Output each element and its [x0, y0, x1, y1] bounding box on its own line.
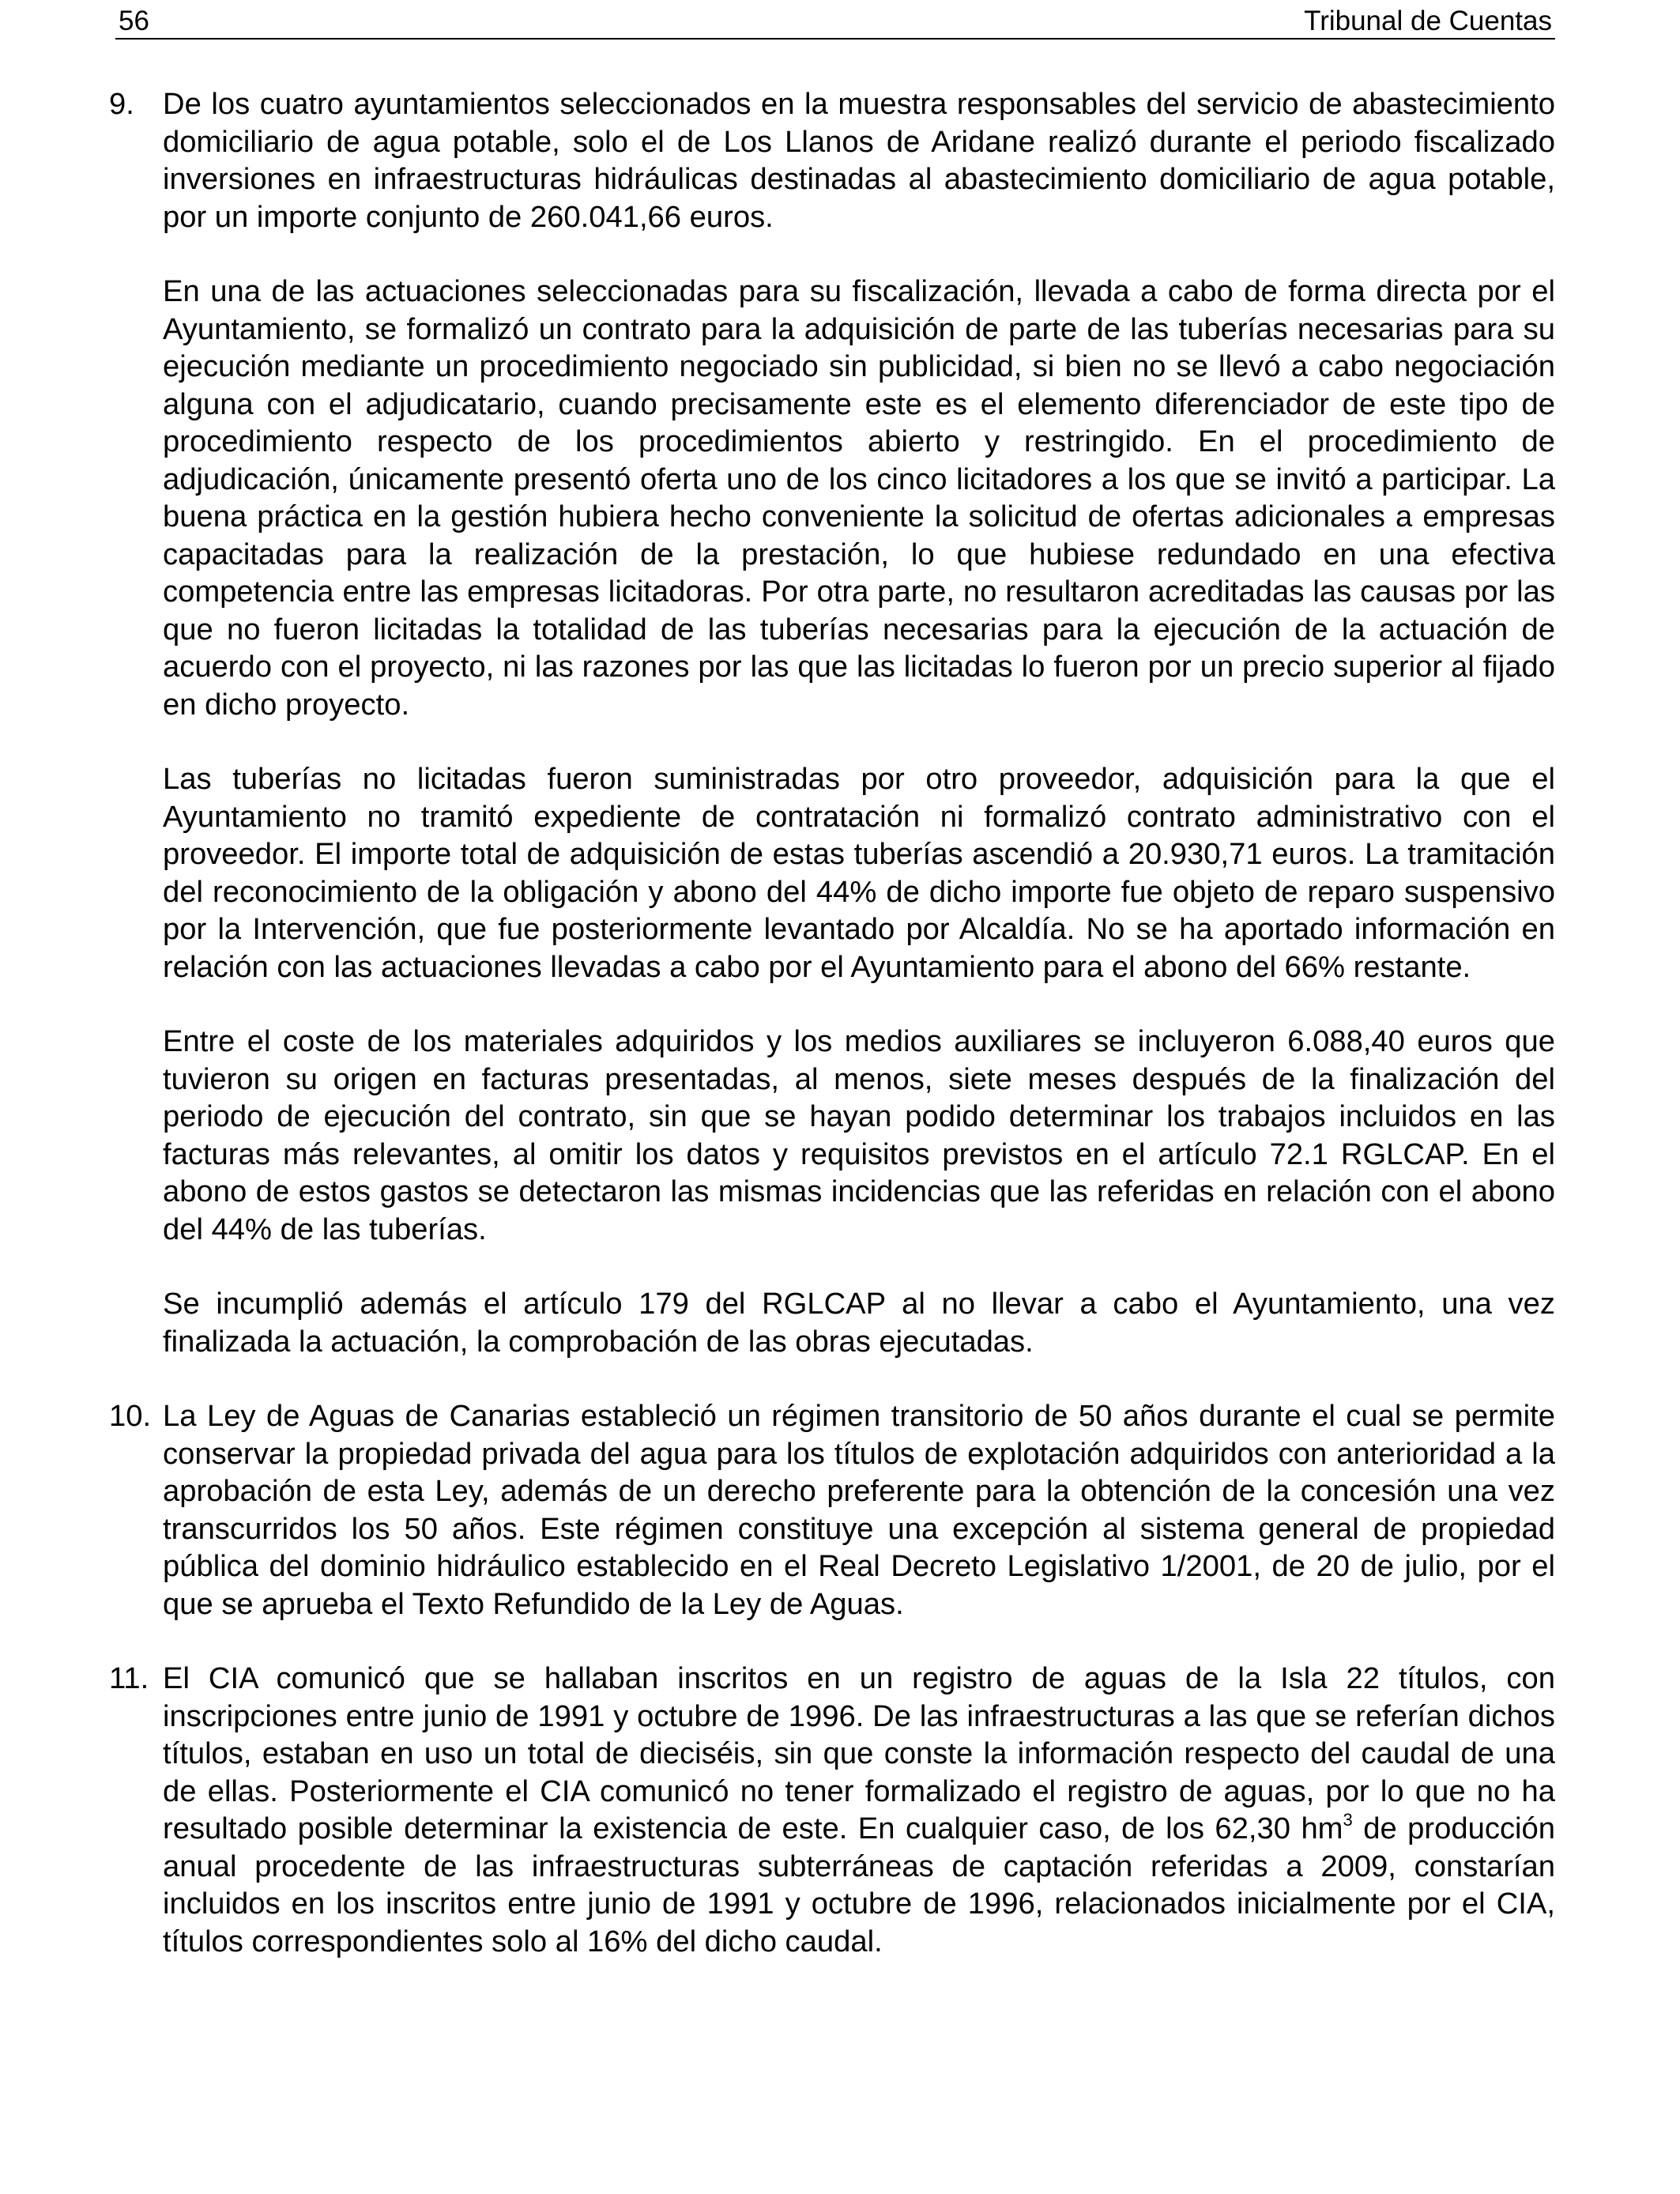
- page-number: 56: [119, 6, 149, 36]
- paragraph: La Ley de Aguas de Canarias estableció un régimen transitorio de 50 años durante el cual se permite conservar la propiedad privada del agua para los títulos de explotación adquiridos con anterioridad a la aprobación de esta Ley, además de un derecho preferente para la obtención de la concesión una vez transcurridos los 50 años. Este régimen constituye una excepción al sistema general de propiedad pública del dominio hidráulico establecido en el Real Decreto Legislativo 1/2001, de 20 de julio, por el que se aprueba el Texto Refundido de la Ley de Aguas.: [163, 1399, 1555, 1621]
- list-item-9: [109, 85, 1555, 1360]
- list-item-number: 9.: [109, 87, 134, 121]
- superscript: 3: [1343, 1810, 1353, 1830]
- list-item-11: [109, 1660, 1555, 1960]
- paragraph-text: El CIA comunicó que se hallaban inscritos en un registro de aguas de la Isla 22 títulos, con inscripciones entre junio de 1991 y octubre de 1996. De las infraestructuras a las que se referían dichos títulos, estaban en uso un total de dieciséis, sin que conste la información respecto del caudal de una de ellas. Posteriormente el CIA comunicó no tener formalizado el registro de aguas, por lo que no ha resultado posible determinar la existencia de este. En cualquier caso, de los 62,30 hm: [163, 1661, 1555, 1845]
- paragraph: Se incumplió además el artículo 179 del RGLCAP al no llevar a cabo el Ayuntamiento, una vez finalizada la actuación, la comprobación de las obras ejecutadas.: [163, 1287, 1555, 1359]
- list-item-number: 11.: [109, 1661, 149, 1695]
- list-item-10: [109, 1397, 1555, 1623]
- document-body: [109, 85, 1555, 1997]
- publisher-name: Tribunal de Cuentas: [1304, 6, 1552, 36]
- paragraph: Entre el coste de los materiales adquiridos y los medios auxiliares se incluyeron 6.088,40 euros que tuvieron su origen en facturas presentadas, al menos, siete meses después de la finalización del periodo de ejecución del contrato, sin que se hayan podido determinar los trabajos incluidos en las facturas más relevantes, al omitir los datos y requisitos previstos en el artículo 72.1 RGLCAP. En el abono de estos gastos se detectaron las mismas incidencias que las referidas en relación con el abono del 44% de las tuberías.: [163, 1024, 1555, 1246]
- paragraph-text: de producción anual procedente de las infraestructuras subterráneas de captación referidas a 2009, constarían incluidos en los inscritos entre junio de 1991 y octubre de 1996, relacionados inicialmente por el CIA, títulos correspondientes solo al 16% del dicho caudal.: [163, 1811, 1555, 1958]
- page-header: [115, 5, 1555, 40]
- paragraph: [163, 1660, 1555, 1960]
- paragraph: Las tuberías no licitadas fueron suministradas por otro proveedor, adquisición para la que el Ayuntamiento no tramitó expediente de contratación ni formalizó contrato administrativo con el proveedor. El importe total de adquisición de estas tuberías ascendió a 20.930,71 euros. La tramitación del reconocimiento de la obligación y abono del 44% de dicho importe fue objeto de reparo suspensivo por la Intervención, que fue posteriormente levantado por Alcaldía. No se ha aportado información en relación con las actuaciones llevadas a cabo por el Ayuntamiento para el abono del 66% restante.: [163, 762, 1555, 984]
- paragraph: De los cuatro ayuntamientos seleccionados en la muestra responsables del servicio de abastecimiento domiciliario de agua potable, solo el de Los Llanos de Aridane realizó durante el periodo fiscalizado inversiones en infraestructuras hidráulicas destinadas al abastecimiento domiciliario de agua potable, por un importe conjunto de 260.041,66 euros.: [163, 87, 1555, 234]
- list-item-number: 10.: [109, 1399, 152, 1433]
- paragraph: En una de las actuaciones seleccionadas para su fiscalización, llevada a cabo de forma directa por el Ayuntamiento, se formalizó un contrato para la adquisición de parte de las tuberías necesarias para su ejecución mediante un procedimiento negociado sin publicidad, si bien no se llevó a cabo negociación alguna con el adjudicatario, cuando precisamente este es el elemento diferenciador de este tipo de procedimiento respecto de los procedimientos abierto y restringido. En el procedimiento de adjudicación, únicamente presentó oferta uno de los cinco licitadores a los que se invitó a participar. La buena práctica en la gestión hubiera hecho conveniente la solicitud de ofertas adicionales a empresas capacitadas para la realización de la prestación, lo que hubiese redundado en una efectiva competencia entre las empresas licitadoras. Por otra parte, no resultaron acreditadas las causas por las que no fueron licitadas la totalidad de las tuberías necesarias para la ejecución de la actuación de acuerdo con el proyecto, ni las razones por las que las licitadas lo fueron por un precio superior al fijado en dicho proyecto.: [163, 274, 1555, 722]
